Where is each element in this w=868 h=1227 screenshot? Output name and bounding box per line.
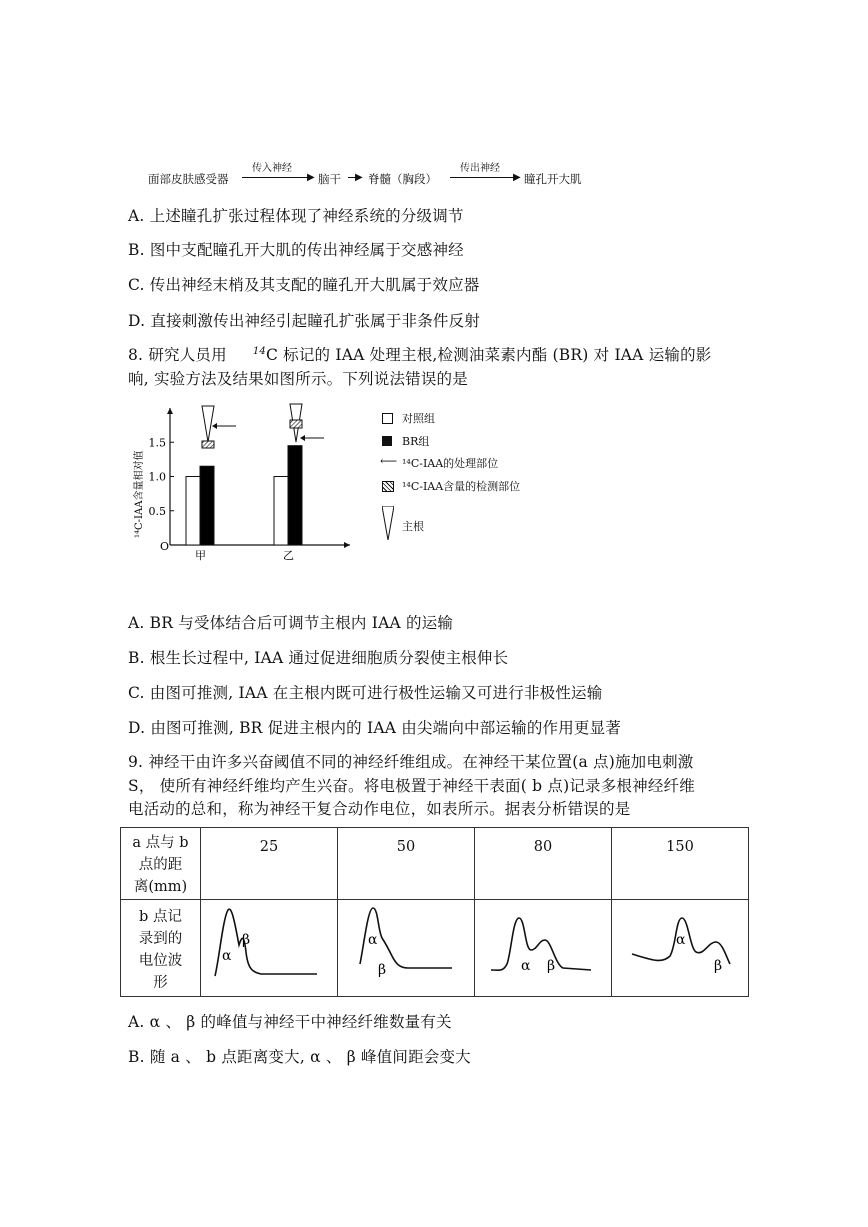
- flow-arrow-afferent-label: 传入神经: [252, 163, 292, 174]
- y-tick-label: 1.5: [148, 436, 166, 450]
- q9-option-b: B. 随 a 、 b 点距离变大, α 、 β 峰值间距会变大: [128, 1048, 471, 1066]
- bar-control-1: [274, 477, 288, 546]
- q9-stem-line1: 9. 神经干由许多兴奋阈值不同的神经纤维组成。在神经干某位置(a 点)施加电刺激: [128, 753, 694, 771]
- wave-80-alpha: α: [521, 958, 531, 974]
- y-tick-label: 0.5: [148, 504, 166, 518]
- wave-50-alpha: α: [368, 932, 378, 948]
- x-category-label: 甲: [195, 549, 206, 562]
- waveform-150: [612, 900, 748, 992]
- legend-arrow-treatment-icon: ⟵: [380, 454, 398, 468]
- flow-node-skin-receptor: 面部皮肤感受器: [148, 172, 229, 186]
- row-label-waveform-line2: 录到的: [138, 931, 183, 947]
- distance-80: [475, 828, 612, 900]
- action-potential-table: [120, 827, 749, 997]
- row-label-waveform: [121, 900, 201, 997]
- wave-25-alpha: α: [222, 948, 232, 964]
- legend-label-treatment-site: ¹⁴C-IAA的处理部位: [402, 457, 499, 470]
- wave-150-alpha: α: [676, 932, 686, 948]
- legend-swatch-control: [382, 413, 393, 424]
- detection-site-yi: [290, 420, 302, 428]
- distance-value: 25: [259, 839, 279, 855]
- bar-br-1: [288, 446, 302, 545]
- row-label-waveform-line1: b 点记: [139, 909, 182, 925]
- legend-label-control: 对照组: [402, 412, 435, 425]
- q9-stem-line3: 电活动的总和，称为神经干复合动作电位，如表所示。据表分析错误的是: [128, 800, 631, 818]
- y-axis-arrowhead: [167, 408, 173, 414]
- flow-node-spinal-cord: 脊髓（胸段）: [368, 172, 437, 186]
- detection-site-jia: [202, 441, 214, 448]
- row-label-waveform-line4: 形: [153, 975, 168, 991]
- distance-value: 80: [533, 839, 553, 855]
- treatment-arrowhead-jia: [212, 423, 217, 429]
- q7-option-d: D. 直接刺激传出神经引起瞳孔扩张属于非条件反射: [128, 312, 481, 330]
- legend-label-br: BR组: [402, 435, 430, 448]
- distance-25: [201, 828, 338, 900]
- origin-label: O: [160, 540, 170, 553]
- q8-stem-pre: 8. 研究人员用: [128, 346, 227, 364]
- waveform-cell-150: [612, 900, 749, 997]
- legend-main-root-icon: [382, 506, 394, 540]
- flow-node-dilator-muscle: 瞳孔开大肌: [524, 172, 582, 186]
- x-category-label: 乙: [283, 549, 294, 562]
- flow-arrowhead-afferent: ▶: [307, 172, 315, 183]
- q7-option-c: C. 传出神经末梢及其支配的瞳孔开大肌属于效应器: [128, 276, 480, 294]
- distance-value: 150: [666, 839, 694, 855]
- flow-arrow-efferent-label: 传出神经: [460, 163, 500, 174]
- iaa-bar-chart: [128, 398, 368, 573]
- q9-option-a: A. α 、 β 的峰值与神经干中神经纤维数量有关: [128, 1013, 452, 1031]
- legend-label-main-root: 主根: [402, 520, 424, 533]
- wave-150-beta: β: [714, 958, 723, 974]
- root-diagram-jia: [202, 406, 214, 442]
- q8-stem-line1: [128, 343, 712, 365]
- flow-arrow-efferent: [450, 177, 518, 178]
- distance-value: 50: [396, 839, 416, 855]
- waveform-cell-80: [475, 900, 612, 997]
- q8-option-b: B. 根生长过程中, IAA 通过促进细胞质分裂使主根伸长: [128, 649, 509, 667]
- q7-option-b: B. 图中支配瞳孔开大肌的传出神经属于交感神经: [128, 241, 464, 259]
- y-tick-label: 1.0: [148, 470, 166, 484]
- q8-option-a: A. BR 与受体结合后可调节主根内 IAA 的运输: [128, 614, 454, 632]
- row-label-distance-line1: a 点与 b: [132, 835, 189, 851]
- legend-hatch-detection-icon: [382, 481, 394, 492]
- waveform-50: [338, 900, 474, 992]
- y-axis-label: ¹⁴C-IAA含量相对值: [134, 450, 145, 538]
- treatment-arrowhead-yi: [300, 435, 305, 441]
- q9-stem-line2: S， 使所有神经纤维均产生兴奋。将电极置于神经干表面( b 点)记录多根神经纤维: [128, 777, 695, 795]
- wave-25-beta: β: [242, 932, 251, 948]
- x-axis-arrowhead: [344, 542, 350, 548]
- flow-arrowhead-short: ▶: [355, 172, 363, 183]
- flow-node-brainstem: 脑干: [318, 172, 341, 186]
- waveform-cell-50: [338, 900, 475, 997]
- q8-option-d: D. 由图可推测, BR 促进主根内的 IAA 由尖端向中部运输的作用更显著: [128, 719, 622, 737]
- wave-50-beta: β: [378, 962, 387, 978]
- wave-80-beta: β: [547, 958, 556, 974]
- q7-option-a: A. 上述瞳孔扩张过程体现了神经系统的分级调节: [128, 207, 464, 225]
- q8-option-c: C. 由图可推测, IAA 在主根内既可进行极性运输又可进行非极性运输: [128, 684, 603, 702]
- bar-br-0: [200, 466, 214, 545]
- legend-label-detection-site: ¹⁴C-IAA含量的检测部位: [402, 480, 521, 493]
- reflex-flow-diagram: [148, 163, 588, 189]
- q8-stem-superscript: 14: [252, 345, 266, 357]
- chart-legend: [380, 408, 580, 548]
- distance-150: [612, 828, 749, 900]
- waveform-25: [201, 900, 337, 992]
- legend-swatch-br: [382, 436, 392, 446]
- waveform-cell-25: [201, 900, 338, 997]
- row-label-distance-line2: 点的距: [138, 857, 183, 873]
- row-label-distance-line3: 离(mm): [133, 879, 188, 895]
- q8-stem-line2: 响, 实验方法及结果如图所示。下列说法错误的是: [128, 370, 468, 388]
- waveform-80: [475, 900, 611, 992]
- row-label-distance: [121, 828, 201, 900]
- q8-stem-post: C 标记的 IAA 处理主根,检测油菜素内酯 (BR) 对 IAA 运输的影: [265, 346, 712, 364]
- row-label-waveform-line3: 电位波: [138, 953, 183, 969]
- bar-control-0: [186, 477, 200, 546]
- distance-50: [338, 828, 475, 900]
- flow-arrowhead-efferent: ▶: [513, 172, 521, 183]
- flow-arrow-afferent: [242, 177, 312, 178]
